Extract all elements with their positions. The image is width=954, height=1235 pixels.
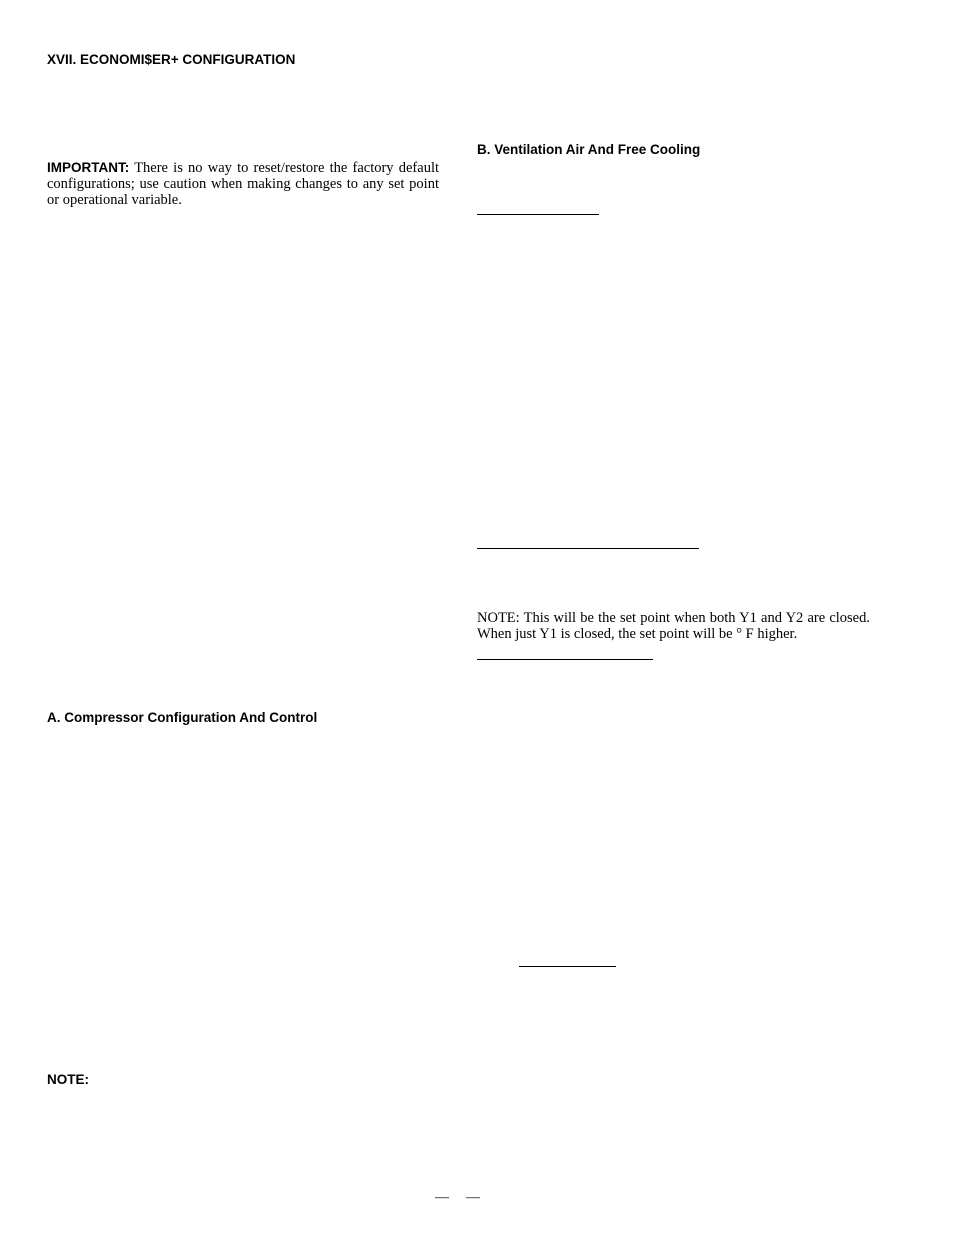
- note-label: NOTE:: [47, 1072, 89, 1087]
- blank-rule-2: [477, 548, 699, 549]
- note-paragraph: NOTE: This will be the set point when both Y1 and Y2 are closed. When just Y1 is closed, the set point will be ° F higher.: [477, 610, 870, 642]
- footer-dash-left: —: [435, 1190, 449, 1205]
- important-paragraph: [47, 160, 439, 208]
- blank-rule-1: [477, 214, 599, 215]
- important-label: IMPORTANT:: [47, 160, 130, 175]
- subsection-a-heading: A. Compressor Configuration And Control: [47, 710, 318, 725]
- blank-rule-4: [519, 966, 616, 967]
- important-text: There is no way to reset/restore the factory default configurations; use caution when making changes to any set point or operational variable.: [47, 160, 439, 208]
- section-title: XVII. ECONOMI$ER+ CONFIGURATION: [47, 52, 296, 67]
- footer-dash-right: —: [466, 1190, 480, 1205]
- subsection-b-heading: B. Ventilation Air And Free Cooling: [477, 142, 701, 157]
- blank-rule-3: [477, 659, 653, 660]
